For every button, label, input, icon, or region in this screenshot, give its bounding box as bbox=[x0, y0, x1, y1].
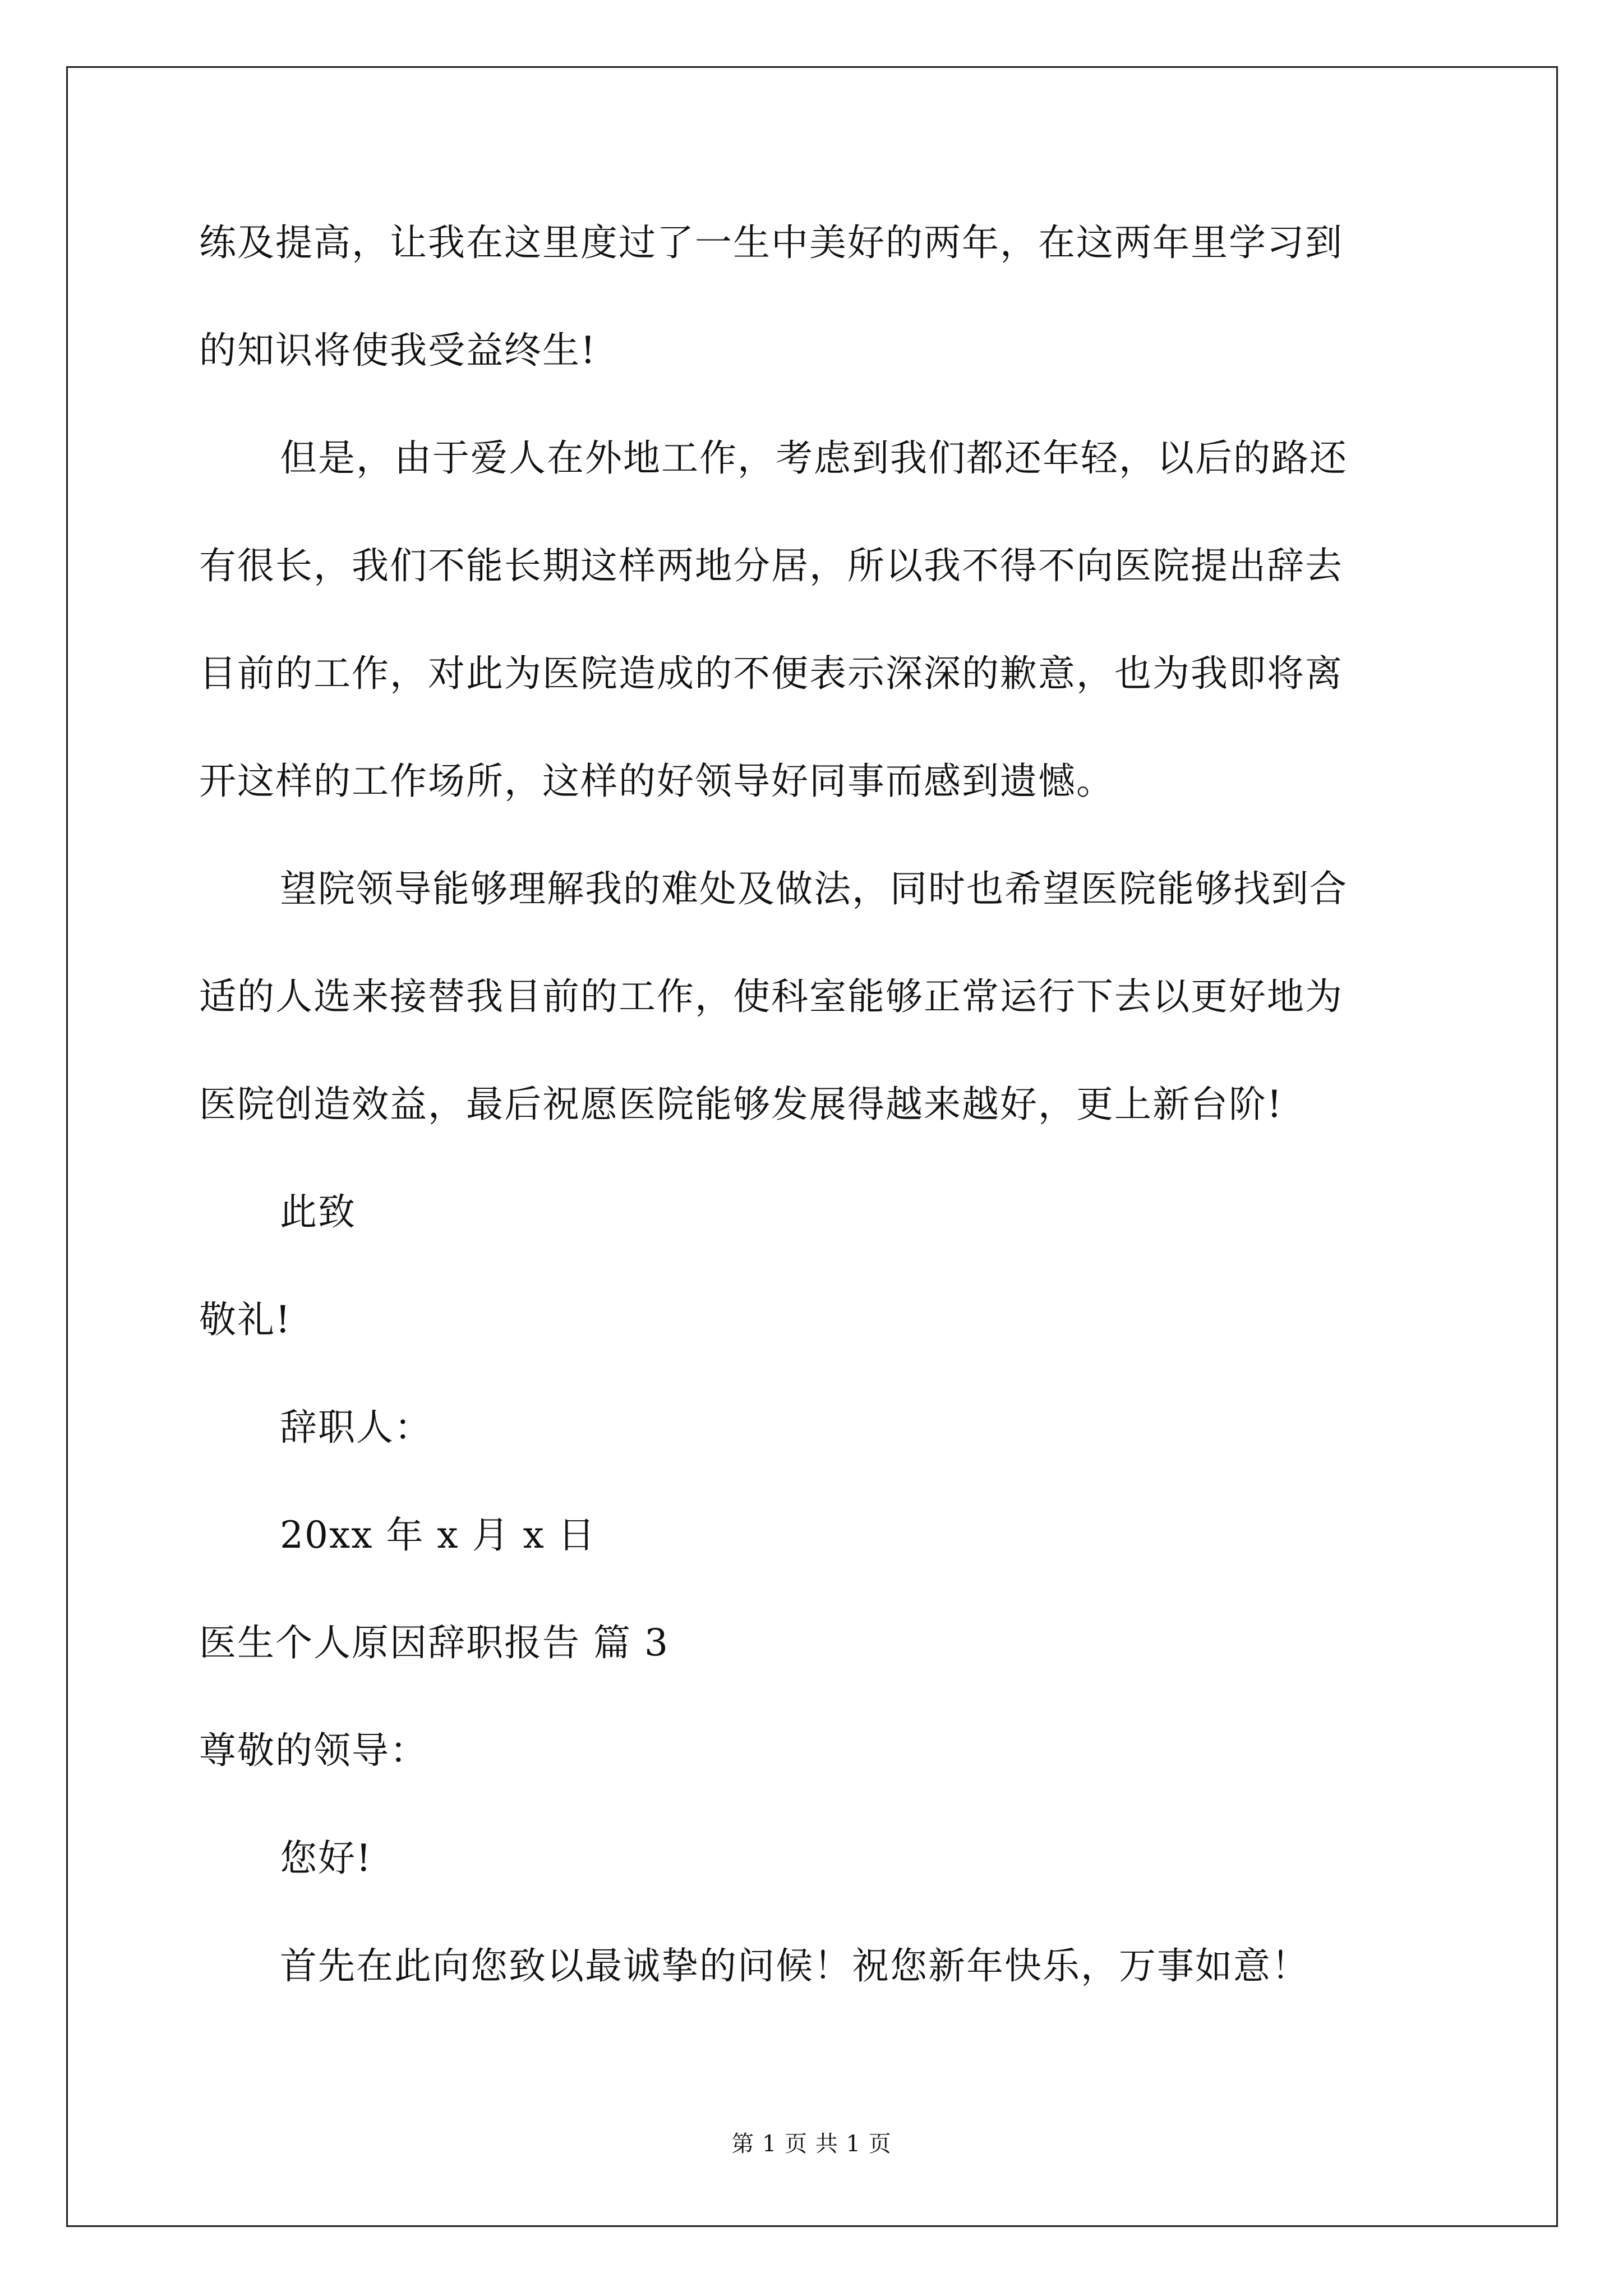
opening-paragraph: 首先在此向您致以最诚挚的问候！祝您新年快乐，万事如意！ bbox=[280, 1944, 1310, 1987]
paragraph-line: 适的人选来接替我目前的工作，使科室能够正常运行下去以更好地为 bbox=[199, 975, 1343, 1018]
paragraph-line: 望院领导能够理解我的难处及做法，同时也希望医院能够找到合 bbox=[280, 867, 1348, 910]
salute-text: 敬礼! bbox=[199, 1298, 292, 1341]
date-text: 20xx 年 x 月 x 日 bbox=[280, 1513, 596, 1557]
closing-text: 此致 bbox=[280, 1190, 356, 1234]
signature-label: 辞职人： bbox=[280, 1406, 432, 1449]
document-body bbox=[199, 216, 1427, 1993]
paragraph-line: 医院创造效益，最后祝愿医院能够发展得越来越好，更上新台阶! bbox=[199, 1083, 1283, 1126]
page-footer: 第 1 页 共 1 页 bbox=[731, 2131, 892, 2157]
section-title: 医生个人原因辞职报告 篇 3 bbox=[199, 1621, 669, 1664]
paragraph-line: 开这样的工作场所，这样的好领导好同事而感到遗憾。 bbox=[199, 760, 1114, 803]
hello-text: 您好! bbox=[280, 1837, 372, 1880]
paragraph-line: 有很长，我们不能长期这样两地分居，所以我不得不向医院提出辞去 bbox=[199, 544, 1343, 587]
paragraph-line: 但是，由于爱人在外地工作，考虑到我们都还年轻，以后的路还 bbox=[280, 436, 1348, 480]
paragraph-line: 练及提高，让我在这里度过了一生中美好的两年，在这两年里学习到 bbox=[199, 221, 1343, 264]
paragraph-line: 的知识将使我受益终生! bbox=[199, 329, 597, 372]
paragraph-line: 目前的工作，对此为医院造成的不便表示深深的歉意，也为我即将离 bbox=[199, 652, 1343, 695]
greeting-text: 尊敬的领导： bbox=[199, 1729, 428, 1772]
